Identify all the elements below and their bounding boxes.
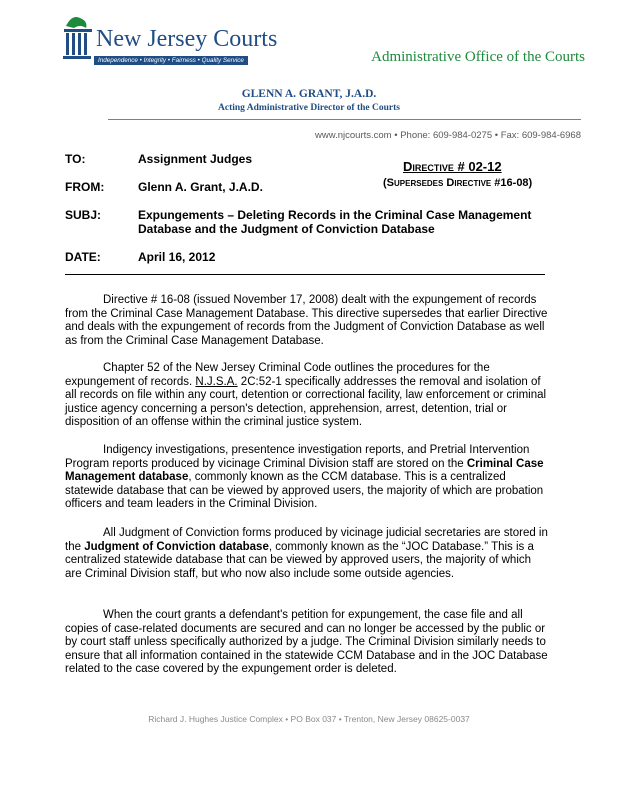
- paragraph-4: All Judgment of Conviction forms produced by vicinage judicial secretaries are stored in the Judgment of Conviction database, commonly known as the “JOC Database.” This is a centralized statewide database that can be viewed by approved users, the majority of which are Criminal Division staff, but who now also include some outside agencies.: [65, 527, 548, 580]
- memo-divider: [65, 274, 545, 275]
- date-label: DATE:: [65, 250, 101, 264]
- paragraph-5: When the court grants a defendant's petition for expungement, the case file and all copies of case-related documents are secured and can no longer be accessed by the public or by court staff unless specifically authorized by a judge. The Criminal Division similarly needs to ensure that all information contained in the statewide CCM Database and in the JOC Database related to the case covered by the expungement order is deleted.: [65, 609, 548, 676]
- subj-label: SUBJ:: [65, 208, 102, 222]
- paragraph-3: Indigency investigations, presentence investigation reports, and Pretrial Intervention Program reports produced by vicinage Criminal Division staff are stored on the Criminal Case Management database, commonly known as the CCM database. This is a centralized statewide database that can be viewed by approved users, the majority of which are probation officers and team leaders in the Criminal Division.: [65, 444, 544, 511]
- header-divider: [108, 119, 581, 120]
- courthouse-columns-icon: [58, 12, 98, 70]
- subj-line-2: Database and the Judgment of Conviction Database: [138, 222, 435, 236]
- from-label: FROM:: [65, 180, 105, 194]
- statute-citation: N.J.S.A.: [195, 375, 238, 388]
- directive-number: Directive # 02-12: [403, 159, 502, 174]
- paragraph-2: Chapter 52 of the New Jersey Criminal Code outlines the procedures for the expungement of records. N.J.S.A. 2C:52-1 specifically addresses the removal and isolation of all records on file within any court, detention or correctional facility, law enforcement or criminal justice agency concerning a person's detection, apprehension, arrest, detention, trial or disposition of an offense within the criminal justice system.: [65, 362, 547, 429]
- footer-address: Richard J. Hughes Justice Complex • PO Box 037 • Trenton, New Jersey 08625-0037: [148, 714, 470, 724]
- org-tagline: Independence • Integrity • Fairness • Quality Service: [94, 56, 248, 65]
- office-name: Administrative Office of the Courts: [371, 49, 585, 65]
- subj-line-1: Expungements – Deleting Records in the Criminal Case Management: [138, 208, 532, 222]
- director-name: GLENN A. GRANT, J.A.D.: [241, 88, 377, 100]
- org-name: New Jersey Courts: [96, 26, 278, 52]
- to-value: Assignment Judges: [138, 152, 253, 166]
- date-value: April 16, 2012: [138, 250, 216, 264]
- from-value: Glenn A. Grant, J.A.D.: [138, 180, 263, 194]
- director-title: Acting Administrative Director of the Courts: [218, 103, 400, 113]
- contact-line: www.njcourts.com • Phone: 609-984-0275 • Fax: 609-984-6968: [315, 130, 581, 141]
- paragraph-1: Directive # 16-08 (issued November 17, 2008) dealt with the expungement of records from the Criminal Case Management Database. This directive supersedes that earlier Directive and deals with the expungement of records from the Judgment of Conviction Database as well as from the Criminal Case Management Database.: [65, 294, 548, 347]
- nj-courts-logo: [58, 12, 278, 70]
- to-label: TO:: [65, 152, 86, 166]
- directive-supersedes: (Supersedes Directive #16-08): [383, 177, 533, 189]
